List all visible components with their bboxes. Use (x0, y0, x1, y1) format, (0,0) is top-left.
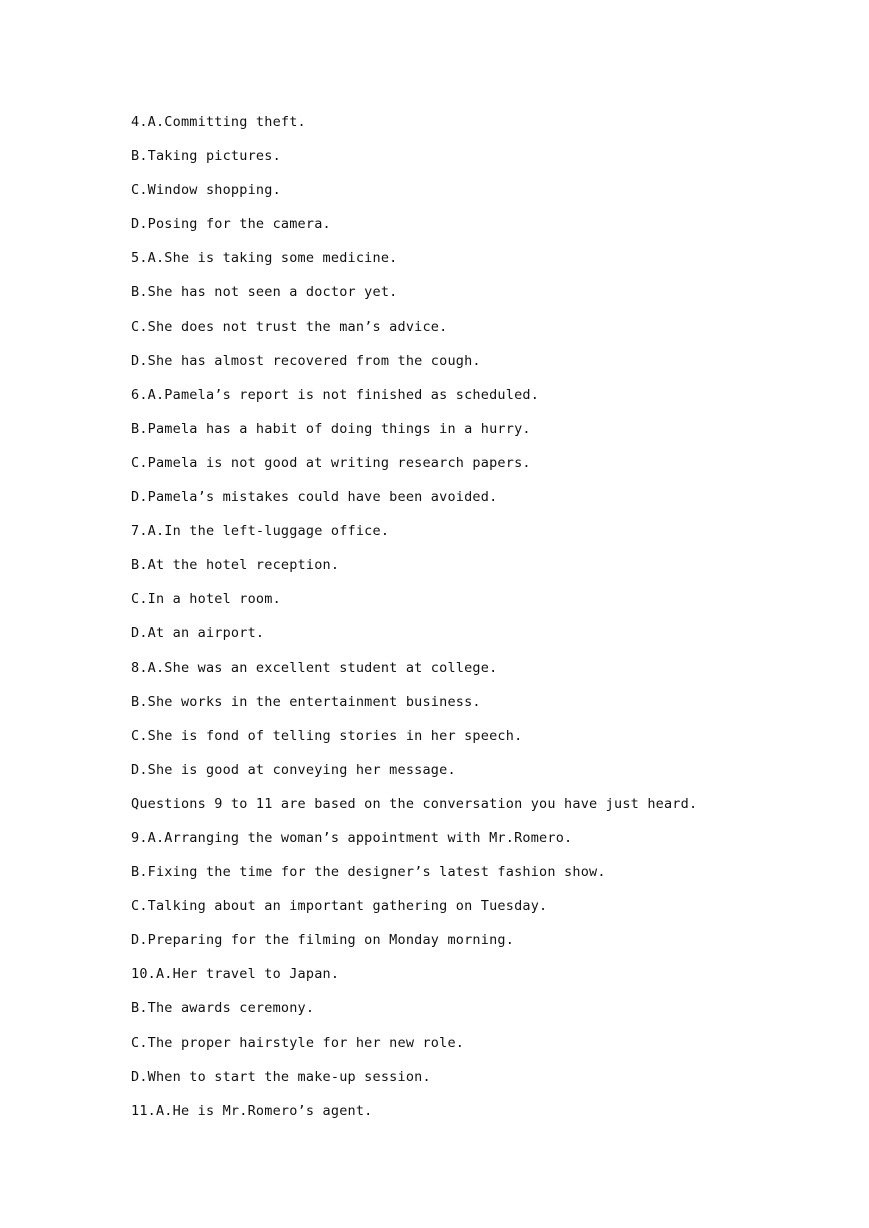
answer-option: D.Pamela’s mistakes could have been avoided. (131, 489, 498, 506)
answer-option: 9.A.Arranging the woman’s appointment with Mr.Romero. (131, 829, 573, 846)
answer-option: 7.A.In the left-luggage office. (131, 523, 390, 540)
answer-option: B.Taking pictures. (131, 148, 281, 165)
answer-option: C.In a hotel room. (131, 591, 281, 608)
answer-option: 5.A.She is taking some medicine. (131, 250, 398, 267)
answer-option: B.She has not seen a doctor yet. (131, 284, 398, 301)
answer-option: D.She has almost recovered from the cough. (131, 352, 481, 369)
answer-option: C.The proper hairstyle for her new role. (131, 1034, 465, 1051)
answer-option: 10.A.Her travel to Japan. (131, 966, 340, 983)
answer-option: B.At the hotel reception. (131, 557, 340, 574)
question-list (131, 113, 831, 1136)
answer-option: C.She is fond of telling stories in her speech. (131, 727, 523, 744)
answer-option: 8.A.She was an excellent student at college. (131, 659, 498, 676)
answer-option: B.Fixing the time for the designer’s latest fashion show. (131, 864, 606, 881)
answer-option: C.Window shopping. (131, 182, 281, 199)
section-instruction: Questions 9 to 11 are based on the conversation you have just heard. (131, 795, 698, 812)
answer-option: 6.A.Pamela’s report is not finished as scheduled. (131, 386, 540, 403)
answer-option: C.She does not trust the man’s advice. (131, 318, 448, 335)
answer-option: B.The awards ceremony. (131, 1000, 315, 1017)
answer-option: 11.A.He is Mr.Romero’s agent. (131, 1102, 373, 1119)
answer-option: D.Preparing for the filming on Monday morning. (131, 932, 515, 949)
answer-option: D.Posing for the camera. (131, 216, 331, 233)
answer-option: C.Talking about an important gathering on Tuesday. (131, 898, 548, 915)
answer-option: D.She is good at conveying her message. (131, 761, 456, 778)
answer-option: 4.A.Committing theft. (131, 114, 306, 130)
answer-option: D.When to start the make-up session. (131, 1068, 431, 1085)
answer-option: B.Pamela has a habit of doing things in a hurry. (131, 420, 531, 437)
answer-option: D.At an airport. (131, 625, 265, 642)
answer-option: B.She works in the entertainment business. (131, 693, 481, 710)
answer-option: C.Pamela is not good at writing research papers. (131, 454, 531, 471)
